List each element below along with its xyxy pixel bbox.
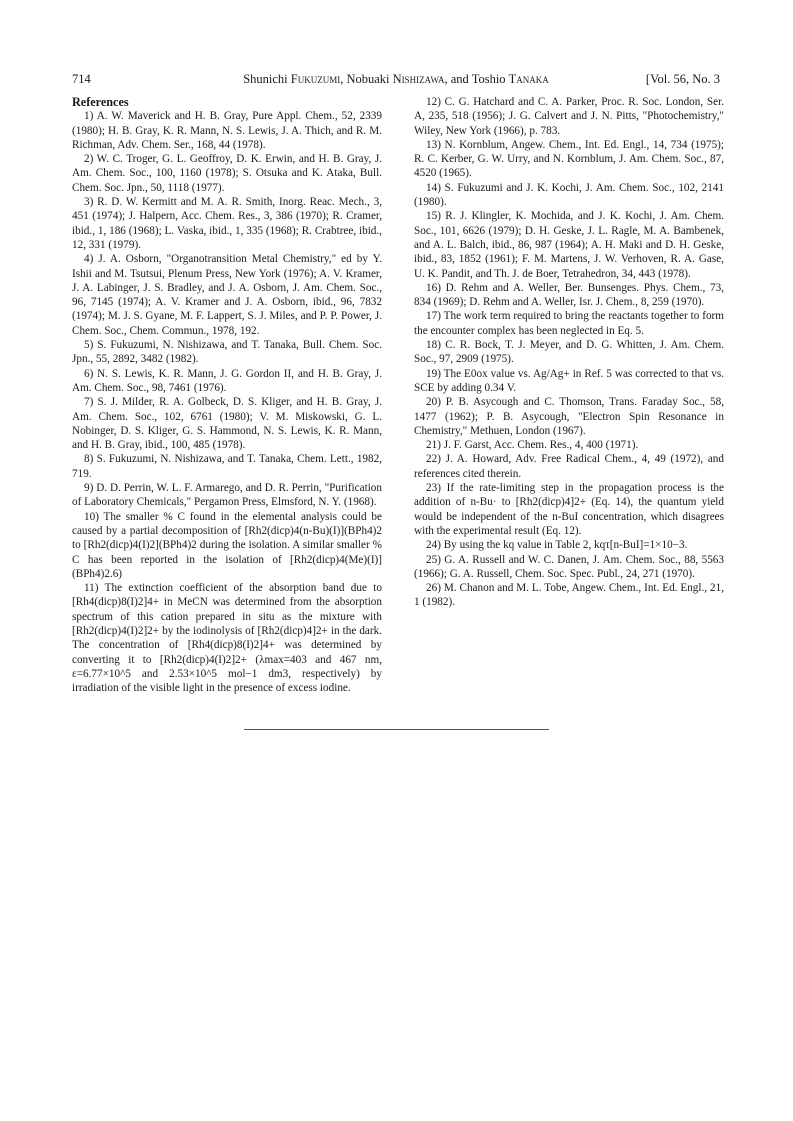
running-authors (72, 72, 720, 87)
author-sep-1: , (340, 72, 344, 86)
author-2-last: Nishizawa (392, 72, 445, 86)
reference-17: 17) The work term required to bring the reactants together to form the encounter complex has been neglected in Eq. 5. (414, 310, 724, 337)
references-column-right (414, 95, 724, 610)
reference-7: 7) S. J. Milder, R. A. Golbeck, D. S. Kliger, and H. B. Gray, J. Am. Chem. Soc., 102, 6761 (1980); V. M. Miskowski, G. L. Nobinger, D. S. Kliger, G. S. Hammond, N. S. Lewis, K. R. Mann, and H. B. Gray, ibid., 100, 485 (1978). (72, 396, 382, 452)
reference-14: 14) S. Fukuzumi and J. K. Kochi, J. Am. Chem. Soc., 102, 2141 (1980). (414, 181, 724, 209)
references-heading: References (72, 95, 129, 109)
reference-6: 6) N. S. Lewis, K. R. Mann, J. G. Gordon II, and H. B. Gray, J. Am. Chem. Soc., 98, 7461 (1976). (72, 367, 382, 394)
page-number: 714 (72, 72, 91, 86)
reference-15: 15) R. J. Klingler, K. Mochida, and J. K. Kochi, J. Am. Chem. Soc., 101, 6626 (1979); D. H. Geske, J. L. Ragle, M. A. Bambenek, and A. L. Balch, ibid., 86, 987 (1964); A. H. Maki and D. H. Geske, ibid., 83, 1852 (1961); F. M. Martens, J. W. Verhoven, R. A. Gase, U. K. Pandit, and Th. J. de Boer, Tetrahedron, 34, 443 (1978). (414, 210, 724, 280)
reference-21: 21) J. F. Garst, Acc. Chem. Res., 4, 400 (1971). (426, 439, 639, 452)
author-1-first: Shunichi (243, 72, 288, 86)
reference-23: 23) If the rate-limiting step in the propagation process is the addition of n-Bu· to [Rh2(dicp)4]2+ (Eq. 14), the quantum yield would be independent of the n-BuI concentration, which disagrees with the experimental result (Eq. 12). (414, 482, 724, 537)
reference-16: 16) D. Rehm and A. Weller, Ber. Bunsenges. Phys. Chem., 73, 834 (1969); D. Rehm and A. Weller, Isr. J. Chem., 8, 259 (1970). (414, 281, 724, 309)
reference-13: 13) N. Kornblum, Angew. Chem., Int. Ed. Engl., 14, 734 (1975); R. C. Kerber, G. W. Urry, and N. Kornblum, J. Am. Chem. Soc., 87, 4520 (1965). (414, 138, 724, 180)
reference-4: 4) J. A. Osborn, "Organotransition Metal Chemistry," ed by Y. Ishii and M. Tsutsui, Plenum Press, New York (1976); A. V. Kramer, J. A. Labinger, J. S. Bradley, and J. A. Osborn, J. Am. Chem. Soc., 96, 7145 (1974); A. V. Kramer and J. A. Osborn, ibid., 96, 7832 (1974); M. J. S. Gyane, M. F. Lappert, S. J. Miles, and P. P. Power, J. Chem. Soc., Chem. Commun., 1978, 192. (72, 253, 382, 337)
reference-24: 24) By using the kq value in Table 2, kqτ[n-BuI]=1×10−3. (426, 539, 688, 552)
reference-19: 19) The E0ox value vs. Ag/Ag+ in Ref. 5 was corrected to that vs. SCE by adding 0.34 V. (414, 367, 724, 394)
author-3-last: Tanaka (508, 72, 549, 86)
reference-5: 5) S. Fukuzumi, N. Nishizawa, and T. Tanaka, Bull. Chem. Soc. Jpn., 55, 2892, 3482 (1982). (72, 339, 382, 366)
reference-10: 10) The smaller % C found in the elemental analysis could be caused by a partial decomposition of [Rh2(dicp)4(n-Bu)(I)](BPh4)2 to [Rh2(dicp)4(I)2](BPh4)2 during the isolation. A similar smaller % C has been reported in the isolation of [Rh2(dicp)4(Me)(I)](BPh4)2.6) (72, 510, 382, 580)
author-sep-2: , and (444, 72, 469, 86)
reference-11: 11) The extinction coefficient of the absorption band due to [Rh4(dicp)8(I)2]4+ in MeCN was determined from the absorption spectrum of this cation prepared in situ as the mixture with [Rh2(dicp)4(I)2]2+ by the iodinolysis of [Rh2(dicp)4]2+ in the dark. The concentration of [Rh4(dicp)8(I)2]4+ was determined by converting it to [Rh2(dicp)4(I)2]2+ (λmax=403 and 467 nm, ε=6.77×10^5 and 2.53×10^5 mol−1 dm3, respectively) by irradiation of the visible light in the presence of excess iodine. (72, 582, 382, 695)
reference-22: 22) J. A. Howard, Adv. Free Radical Chem., 4, 49 (1972), and references cited therein. (414, 453, 724, 480)
author-3-first: Toshio (471, 72, 506, 86)
reference-12: 12) C. G. Hatchard and C. A. Parker, Proc. R. Soc. London, Ser. A, 235, 518 (1956); J. G. Calvert and J. N. Pitts, "Photochemistry," Wiley, New York (1966), p. 783. (414, 96, 724, 137)
references-column-left (72, 95, 382, 695)
reference-9: 9) D. D. Perrin, W. L. F. Armarego, and D. R. Perrin, "Purification of Laboratory Chemicals," Pergamon Press, Elmsford, N. Y. (1968). (72, 482, 382, 509)
reference-20: 20) P. B. Asycough and C. Thomson, Trans. Faraday Soc., 58, 1477 (1962); P. B. Asycough, "Electron Spin Resonance in Chemistry," Methuen, London (1967). (414, 396, 724, 437)
end-rule (244, 729, 549, 730)
reference-1: 1) A. W. Maverick and H. B. Gray, Pure Appl. Chem., 52, 2339 (1980); H. B. Gray, K. R. Mann, N. S. Lewis, J. A. Thich, and R. M. Richman, Adv. Chem. Ser., 168, 44 (1978). (72, 110, 382, 151)
reference-3: 3) R. D. W. Kermitt and M. A. R. Smith, Inorg. Reac. Mech., 3, 451 (1974); J. Halpern, Acc. Chem. Res., 3, 386 (1970); R. Cramer, ibid., 1, 186 (1968); L. Vaska, ibid., 1, 335 (1968); R. Crabtree, ibid., 12, 331 (1979). (72, 196, 382, 251)
reference-8: 8) S. Fukuzumi, N. Nishizawa, and T. Tanaka, Chem. Lett., 1982, 719. (72, 453, 382, 480)
running-header (72, 72, 720, 88)
author-2-first: Nobuaki (346, 72, 390, 86)
author-1-last: Fukuzumi (290, 72, 341, 86)
reference-18: 18) C. R. Bock, T. J. Meyer, and D. G. Whitten, J. Am. Chem. Soc., 97, 2909 (1975). (414, 339, 724, 366)
volume-info: [Vol. 56, No. 3 (645, 72, 720, 86)
reference-25: 25) G. A. Russell and W. C. Danen, J. Am. Chem. Soc., 88, 5563 (1966); G. A. Russell, Chem. Soc. Spec. Publ., 24, 271 (1970). (414, 553, 724, 580)
reference-2: 2) W. C. Troger, G. L. Geoffroy, D. K. Erwin, and H. B. Gray, J. Am. Chem. Soc., 100, 1160 (1978); S. Otsuka and K. Ataka, Bull. Chem. Soc. Jpn., 50, 1118 (1977). (72, 153, 382, 194)
reference-26: 26) M. Chanon and M. L. Tobe, Angew. Chem., Int. Ed. Engl., 21, 1 (1982). (414, 582, 724, 609)
